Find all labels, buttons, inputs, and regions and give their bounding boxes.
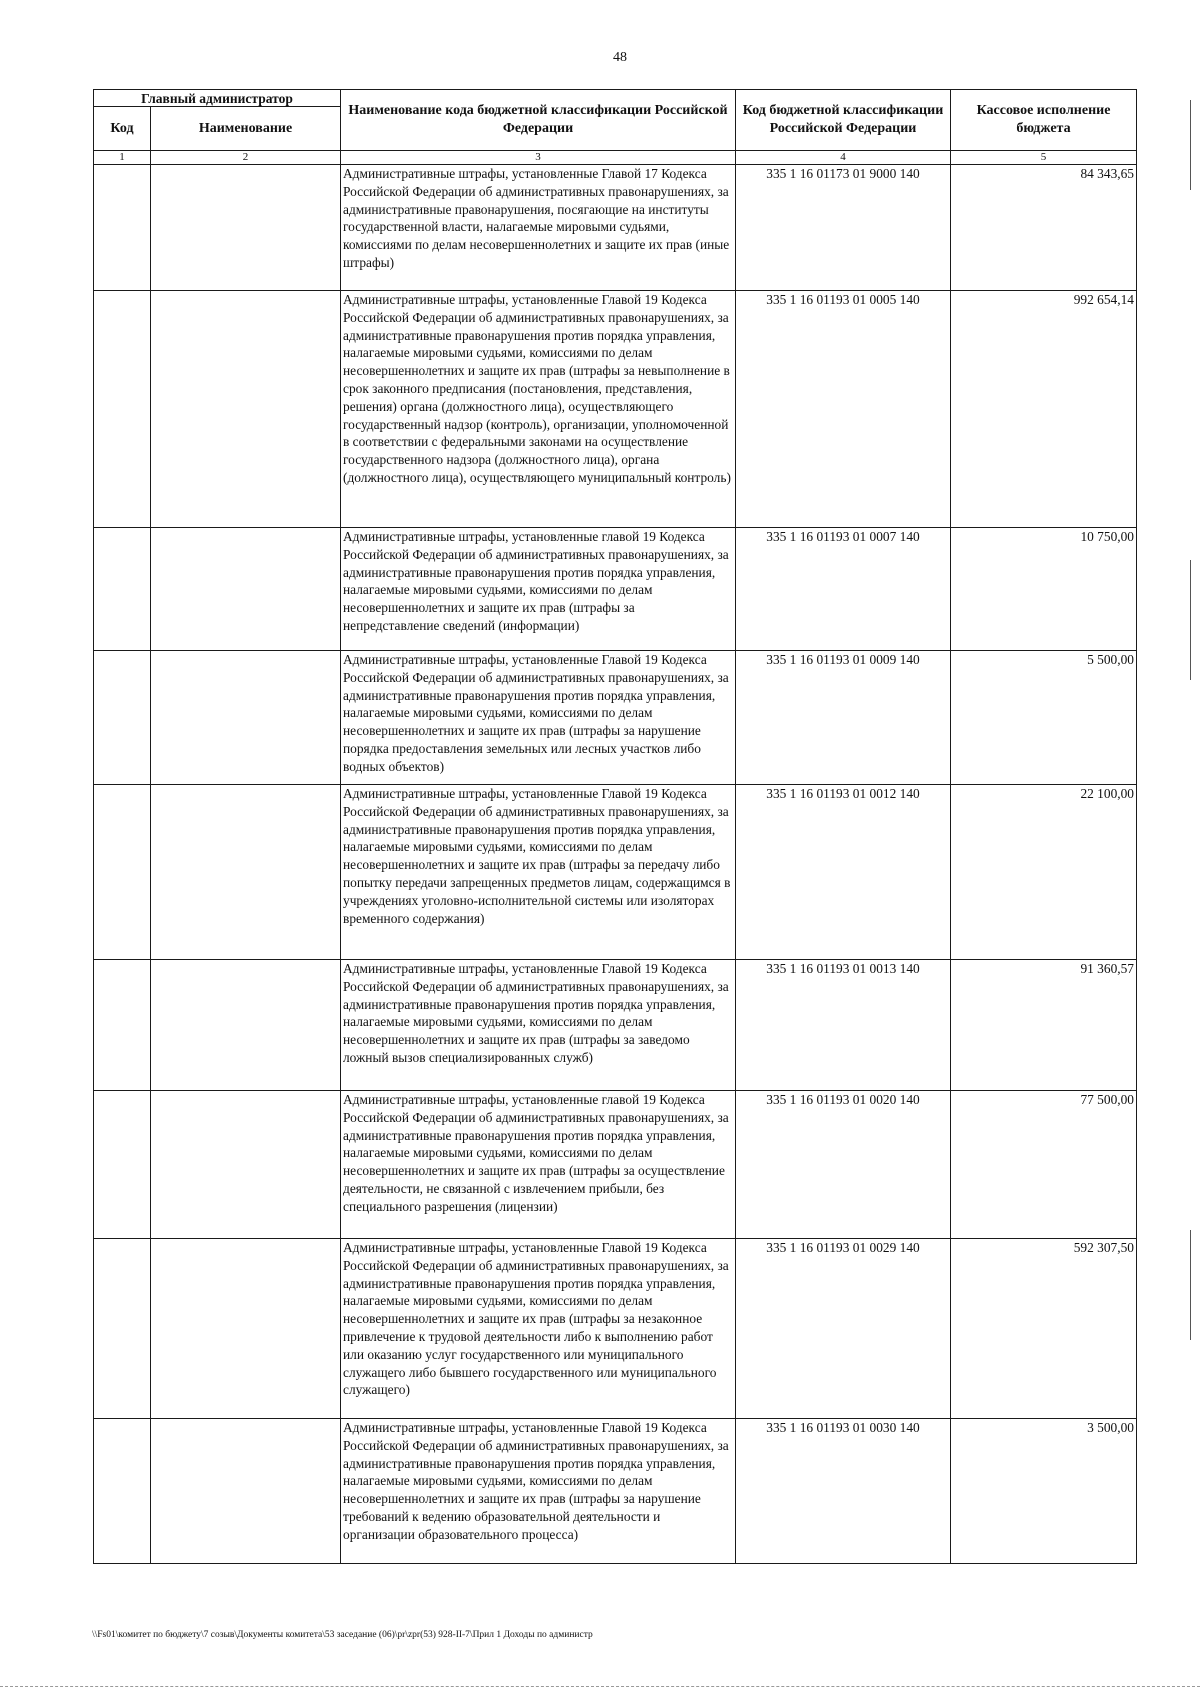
admin-name-cell	[151, 1091, 341, 1239]
kbk-code-cell: 335 1 16 01193 01 0020 140	[736, 1091, 951, 1239]
column-number: 5	[951, 151, 1137, 165]
table-row	[94, 291, 1137, 528]
table-row	[94, 528, 1137, 651]
column-number-row	[94, 151, 1137, 165]
amount-cell: 91 360,57	[951, 960, 1137, 1091]
column-number: 3	[341, 151, 736, 165]
scan-margin-mark	[1190, 100, 1191, 190]
kbk-description-cell: Административные штрафы, установленные Главой 19 Кодекса Российской Федерации об административных правонарушениях, за административные правонарушения против порядка управления, налагаемые мировыми судьями, комиссиями по делам несовершеннолетних и защите их прав (штрафы за нарушение требований к ведению образовательной деятельности и организации образовательного процесса)	[341, 1419, 736, 1564]
amount-cell: 992 654,14	[951, 291, 1137, 528]
admin-code-cell	[94, 651, 151, 785]
kbk-description-cell: Административные штрафы, установленные Главой 19 Кодекса Российской Федерации об административных правонарушениях, за административные правонарушения против порядка управления, налагаемые мировыми судьями, комиссиями по делам несовершеннолетних и защите их прав (штрафы за заведомо ложный вызов специализированных служб)	[341, 960, 736, 1091]
scan-margin-mark	[1190, 560, 1191, 680]
kbk-code-cell: 335 1 16 01193 01 0030 140	[736, 1419, 951, 1564]
column-number: 2	[151, 151, 341, 165]
amount-cell: 22 100,00	[951, 785, 1137, 960]
header-name: Наименование	[151, 107, 341, 151]
admin-code-cell	[94, 1419, 151, 1564]
table-row	[94, 785, 1137, 960]
kbk-description-cell: Административные штрафы, установленные Главой 19 Кодекса Российской Федерации об административных правонарушениях, за административные правонарушения против порядка управления, налагаемые мировыми судьями, комиссиями по делам несовершеннолетних и защите их прав (штрафы за незаконное привлечение к трудовой деятельности либо к выполнению работ или оказанию услуг государственного или муниципального служащего либо бывшего государственного или муниципального служащего)	[341, 1239, 736, 1419]
kbk-code-cell: 335 1 16 01173 01 9000 140	[736, 165, 951, 291]
kbk-code-cell: 335 1 16 01193 01 0029 140	[736, 1239, 951, 1419]
table-row	[94, 1239, 1137, 1419]
kbk-description-cell: Административные штрафы, установленные Главой 17 Кодекса Российской Федерации об административных правонарушениях, за административные правонарушения, посягающие на институты государственной власти, налагаемые мировыми судьями, комиссиями по делам несовершеннолетних и защите их прав (иные штрафы)	[341, 165, 736, 291]
kbk-description-cell: Административные штрафы, установленные Главой 19 Кодекса Российской Федерации об административных правонарушениях, за административные правонарушения против порядка управления, налагаемые мировыми судьями, комиссиями по делам несовершеннолетних и защите их прав (штрафы за нарушение порядка предоставления земельных или лесных участков либо водных объектов)	[341, 651, 736, 785]
admin-name-cell	[151, 785, 341, 960]
table-row	[94, 960, 1137, 1091]
kbk-code-cell: 335 1 16 01193 01 0009 140	[736, 651, 951, 785]
kbk-code-cell: 335 1 16 01193 01 0007 140	[736, 528, 951, 651]
admin-code-cell	[94, 1091, 151, 1239]
admin-name-cell	[151, 528, 341, 651]
kbk-code-cell: 335 1 16 01193 01 0012 140	[736, 785, 951, 960]
kbk-code-cell: 335 1 16 01193 01 0005 140	[736, 291, 951, 528]
amount-cell: 592 307,50	[951, 1239, 1137, 1419]
header-kbk-name: Наименование кода бюджетной классификации Российской Федерации	[341, 90, 736, 151]
admin-name-cell	[151, 291, 341, 528]
admin-code-cell	[94, 1239, 151, 1419]
amount-cell: 3 500,00	[951, 1419, 1137, 1564]
admin-name-cell	[151, 1419, 341, 1564]
admin-code-cell	[94, 165, 151, 291]
kbk-description-cell: Административные штрафы, установленные Главой 19 Кодекса Российской Федерации об административных правонарушениях, за административные правонарушения против порядка управления, налагаемые мировыми судьями, комиссиями по делам несовершеннолетних и защите их прав (штрафы за невыполнение в срок законного предписания (постановления, представления, решения) органа (должностного лица), осуществляющего государственный надзор (контроль), организации, уполномоченной в соответствии с федеральными законами на осуществление государственного надзора (должностного лица), органа (должностного лица), осуществляющего муниципальный контроль)	[341, 291, 736, 528]
amount-cell: 10 750,00	[951, 528, 1137, 651]
amount-cell: 77 500,00	[951, 1091, 1137, 1239]
admin-name-cell	[151, 960, 341, 1091]
header-kbk-code: Код бюджетной классификации Российской Федерации	[736, 90, 951, 151]
footer-file-path: \\Fs01\комитет по бюджету\7 созыв\Документы комитета\53 заседание (06)\pr\zpr(53) 928-II-7\Прил 1 Доходы по администр	[92, 1630, 593, 1640]
admin-code-cell	[94, 291, 151, 528]
column-number: 1	[94, 151, 151, 165]
header-cash-execution: Кассовое исполнение бюджета	[951, 90, 1137, 151]
kbk-description-cell: Административные штрафы, установленные главой 19 Кодекса Российской Федерации об административных правонарушениях, за административные правонарушения против порядка управления, налагаемые мировыми судьями, комиссиями по делам несовершеннолетних и защите их прав (штрафы за осуществление деятельности, не связанной с извлечением прибыли, без специального разрешения (лицензии)	[341, 1091, 736, 1239]
admin-code-cell	[94, 960, 151, 1091]
kbk-description-cell: Административные штрафы, установленные главой 19 Кодекса Российской Федерации об административных правонарушениях, за административные правонарушения против порядка управления, налагаемые мировыми судьями, комиссиями по делам несовершеннолетних и защите их прав (штрафы за непредставление сведений (информации)	[341, 528, 736, 651]
admin-name-cell	[151, 651, 341, 785]
scan-margin-mark	[1190, 1230, 1191, 1340]
kbk-description-cell: Административные штрафы, установленные Главой 19 Кодекса Российской Федерации об административных правонарушениях, за административные правонарушения против порядка управления, налагаемые мировыми судьями, комиссиями по делам несовершеннолетних и защите их прав (штрафы за передачу либо попытку передачи запрещенных предметов лицам, содержащимся в учреждениях уголовно-исполнительной системы или изоляторах временного содержания)	[341, 785, 736, 960]
table-row	[94, 165, 1137, 291]
header-code: Код	[94, 107, 151, 151]
amount-cell: 84 343,65	[951, 165, 1137, 291]
table-body	[94, 151, 1137, 1564]
amount-cell: 5 500,00	[951, 651, 1137, 785]
page-number: 48	[613, 50, 627, 65]
kbk-code-cell: 335 1 16 01193 01 0013 140	[736, 960, 951, 1091]
column-number: 4	[736, 151, 951, 165]
budget-table	[93, 89, 1137, 1564]
table-row	[94, 651, 1137, 785]
scan-edge-line	[0, 1686, 1200, 1688]
admin-name-cell	[151, 165, 341, 291]
admin-name-cell	[151, 1239, 341, 1419]
admin-code-cell	[94, 528, 151, 651]
table-row	[94, 1419, 1137, 1564]
header-main-administrator: Главный администратор	[94, 90, 341, 107]
table-row	[94, 1091, 1137, 1239]
admin-code-cell	[94, 785, 151, 960]
